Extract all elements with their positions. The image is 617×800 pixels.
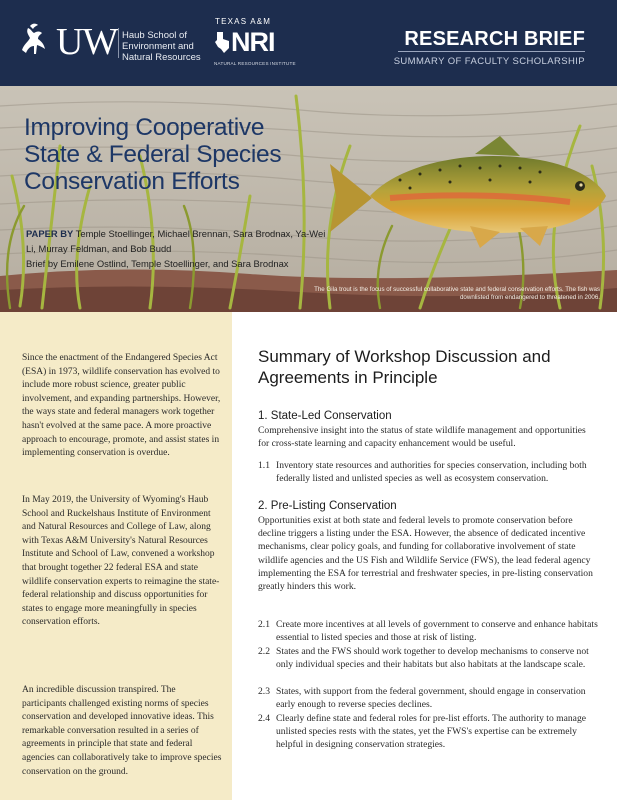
- research-brief-subtitle: SUMMARY OF FACULTY SCHOLARSHIP: [393, 56, 585, 67]
- hero-illustration: [0, 86, 617, 312]
- list-item-text: Create more incentives at all levels of government to conserve and enhance habitats essential to listed species and those at risk of listing.: [276, 619, 598, 644]
- haub-school-name: Haub School of Environment and Natural Resources: [122, 30, 201, 63]
- list-item-number: 2.4: [258, 713, 270, 724]
- section-body: Comprehensive insight into the status of state wildlife management and opportunities for cross-state learning and capacity enhancement would be useful.: [258, 425, 586, 450]
- nri-wordmark: NRI: [231, 27, 275, 57]
- list-item-text: Inventory state resources and authorities for species conservation, including both federally listed and unlisted species as well as ecosystem conservation.: [276, 460, 587, 485]
- intro-paragraph: In May 2019, the University of Wyoming's Haub School and Ruckelshaus Institute of Environment and Natural Resources and College of Law, along with Texas A&M University's Natural Resources Institute and School of Law, convened a workshop that brought together 22 federal ESA and state wildlife conservation experts to reimagine the state-federal relationship and discuss opportunities for states to engage more meaningfully in species conservation efforts.: [22, 495, 220, 628]
- header-bar: [0, 0, 617, 86]
- paper-author-list: Temple Stoellinger, Michael Brennan, Sara Brodnax, Ya-Wei Li, Murray Feldman, and Bob Budd: [26, 228, 326, 254]
- section-heading: 2. Pre-Listing Conservation: [258, 500, 397, 512]
- section-body: Opportunities exist at both state and federal levels to promote conservation before decline triggers a listing under the ESA. However, the absence of dedicated incentive mechanisms, clear policy goals, and funding for collaborative involvement of state wildlife agencies and the US Fish and Wildlife Service (FWS), the lead federal agency implementing the ESA for terrestrial and freshwater species, in pre-listing conservation greatly hinders this work.: [258, 515, 593, 593]
- uw-wordmark: UW: [56, 21, 118, 63]
- list-item-text: States and the FWS should work together to develop mechanisms to conserve not only individual species and their habitats but also habitats at the landscape scale.: [276, 646, 589, 671]
- brief-authors: Brief by Emilene Ostlind, Temple Stoellinger, and Sara Brodnax: [26, 258, 289, 269]
- bucking-horse-logo-icon: [16, 20, 50, 62]
- texas-map-icon: [214, 30, 230, 54]
- tamu-label: TEXAS A&M: [215, 17, 272, 26]
- section-heading: 1. State-Led Conservation: [258, 410, 392, 422]
- research-brief-title: RESEARCH BRIEF: [404, 28, 585, 50]
- list-item-text: Clearly define state and federal roles for pre-list efforts. The authority to manage unlisted species rests with the states, yet the FWS's expertise can be extremely helpful in designing conservation strategies.: [276, 713, 586, 751]
- list-item-number: 1.1: [258, 460, 270, 471]
- paper-by-label: PAPER BY: [26, 228, 74, 239]
- intro-paragraph: Since the enactment of the Endangered Species Act (ESA) in 1973, wildlife conservation has evolved to include more robust science, greater public involvement, and expanding partnerships. However, the ways state and federal managers work together hasn't evolved at the same pace. A more proactive approach to encourage, promote, and assist states in implementing conservation is overdue.: [22, 353, 221, 459]
- logo-divider: [118, 28, 119, 58]
- summary-heading: Summary of Workshop Discussion and Agreements in Principle: [258, 347, 551, 387]
- intro-sidebar: [0, 312, 232, 800]
- paper-authors: [26, 226, 326, 256]
- brief-divider: [398, 51, 585, 52]
- list-item-number: 2.1: [258, 619, 270, 630]
- page-title: Improving Cooperative State & Federal Species Conservation Efforts: [24, 114, 282, 195]
- list-item-number: 2.2: [258, 646, 270, 657]
- list-item-text: States, with support from the federal government, should engage in conservation early enough to reverse species declines.: [276, 686, 586, 711]
- nri-logo: [214, 27, 280, 60]
- intro-paragraph: An incredible discussion transpired. The participants challenged existing norms of species conservation and developed innovative ideas. This remarkable conversation resulted in a series of agreements in principle that state and federal agencies can collaboratively take to improve species conservation on the ground.: [22, 685, 222, 777]
- nri-subtitle: NATURAL RESOURCES INSTITUTE: [214, 61, 296, 66]
- image-caption: The Gila trout is the focus of successful collaborative state and federal conservation efforts. The fish was downlisted from endangered to threatened in 2006.: [314, 286, 600, 301]
- list-item-number: 2.3: [258, 686, 270, 697]
